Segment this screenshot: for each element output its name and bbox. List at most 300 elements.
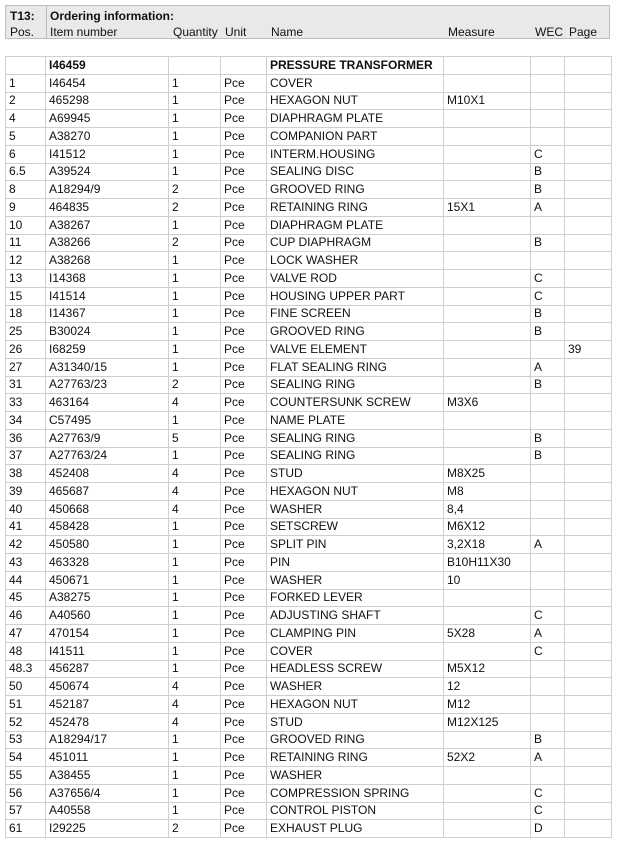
cell-page xyxy=(565,287,612,305)
cell-item: A38268 xyxy=(46,252,169,270)
table-row xyxy=(6,660,612,678)
cell-measure xyxy=(444,305,531,323)
cell-measure xyxy=(444,731,531,749)
cell-item: I41512 xyxy=(46,145,169,163)
cell-page xyxy=(565,199,612,217)
cell-page xyxy=(565,767,612,785)
cell-pos: 10 xyxy=(6,216,46,234)
cell-pos: 44 xyxy=(6,571,46,589)
cell-unit: Pce xyxy=(221,429,267,447)
table-row xyxy=(6,678,612,696)
cell-pos: 33 xyxy=(6,394,46,412)
cell-pos: 42 xyxy=(6,536,46,554)
cell-name: COMPANION PART xyxy=(267,128,444,146)
cell-measure xyxy=(444,287,531,305)
cell-qty: 1 xyxy=(169,74,221,92)
cell-wec xyxy=(531,589,565,607)
cell-unit: Pce xyxy=(221,74,267,92)
cell-name: PRESSURE TRANSFORMER xyxy=(267,57,444,75)
cell-measure: M3X6 xyxy=(444,394,531,412)
cell-qty: 1 xyxy=(169,589,221,607)
cell-page xyxy=(565,554,612,572)
cell-unit: Pce xyxy=(221,216,267,234)
cell-item: 463164 xyxy=(46,394,169,412)
cell-measure: 52X2 xyxy=(444,749,531,767)
cell-unit: Pce xyxy=(221,696,267,714)
table-row xyxy=(6,74,612,92)
cell-wec: C xyxy=(531,270,565,288)
table-row xyxy=(6,234,612,252)
cell-page xyxy=(565,731,612,749)
header-title: Ordering information: xyxy=(50,9,174,23)
table-row xyxy=(6,696,612,714)
cell-wec: A xyxy=(531,625,565,643)
cell-qty: 1 xyxy=(169,358,221,376)
cell-measure xyxy=(444,358,531,376)
cell-name: WASHER xyxy=(267,678,444,696)
cell-measure xyxy=(444,820,531,838)
cell-wec xyxy=(531,394,565,412)
cell-wec xyxy=(531,660,565,678)
cell-measure xyxy=(444,110,531,128)
cell-item: 452408 xyxy=(46,465,169,483)
table-row xyxy=(6,820,612,838)
cell-item: 452187 xyxy=(46,696,169,714)
cell-item: 465687 xyxy=(46,483,169,501)
cell-qty: 1 xyxy=(169,447,221,465)
cell-wec xyxy=(531,483,565,501)
col-header-qty: Quantity xyxy=(173,25,218,39)
cell-qty: 4 xyxy=(169,465,221,483)
cell-measure xyxy=(444,784,531,802)
cell-pos: 48 xyxy=(6,642,46,660)
cell-page xyxy=(565,589,612,607)
table-row xyxy=(6,323,612,341)
cell-pos: 39 xyxy=(6,483,46,501)
cell-pos: 52 xyxy=(6,713,46,731)
cell-item: I14367 xyxy=(46,305,169,323)
cell-unit: Pce xyxy=(221,625,267,643)
cell-unit: Pce xyxy=(221,145,267,163)
cell-unit: Pce xyxy=(221,341,267,359)
cell-unit: Pce xyxy=(221,820,267,838)
cell-wec xyxy=(531,767,565,785)
cell-wec: B xyxy=(531,731,565,749)
cell-wec: B xyxy=(531,305,565,323)
table-row xyxy=(6,536,612,554)
header-divider xyxy=(46,6,47,38)
cell-unit: Pce xyxy=(221,163,267,181)
cell-name: COVER xyxy=(267,74,444,92)
cell-item: A38266 xyxy=(46,234,169,252)
cell-qty: 4 xyxy=(169,678,221,696)
cell-unit: Pce xyxy=(221,376,267,394)
cell-measure xyxy=(444,642,531,660)
cell-unit: Pce xyxy=(221,660,267,678)
cell-qty: 1 xyxy=(169,341,221,359)
cell-page xyxy=(565,678,612,696)
cell-measure xyxy=(444,57,531,75)
table-row xyxy=(6,305,612,323)
cell-pos: 36 xyxy=(6,429,46,447)
cell-unit: Pce xyxy=(221,287,267,305)
cell-qty: 1 xyxy=(169,270,221,288)
cell-measure xyxy=(444,429,531,447)
cell-pos: 41 xyxy=(6,518,46,536)
cell-unit: Pce xyxy=(221,323,267,341)
cell-measure: M6X12 xyxy=(444,518,531,536)
cell-wec: B xyxy=(531,234,565,252)
cell-unit: Pce xyxy=(221,92,267,110)
cell-name: STUD xyxy=(267,713,444,731)
cell-name: SEALING RING xyxy=(267,429,444,447)
cell-name: RETAINING RING xyxy=(267,199,444,217)
table-row xyxy=(6,500,612,518)
cell-qty: 1 xyxy=(169,642,221,660)
table-row xyxy=(6,713,612,731)
cell-measure: 12 xyxy=(444,678,531,696)
cell-wec xyxy=(531,92,565,110)
cell-name: DIAPHRAGM PLATE xyxy=(267,216,444,234)
cell-qty: 1 xyxy=(169,145,221,163)
cell-qty: 1 xyxy=(169,660,221,678)
cell-wec xyxy=(531,74,565,92)
cell-qty: 2 xyxy=(169,199,221,217)
cell-unit: Pce xyxy=(221,500,267,518)
cell-name: LOCK WASHER xyxy=(267,252,444,270)
cell-qty: 1 xyxy=(169,110,221,128)
cell-measure xyxy=(444,74,531,92)
cell-pos: 1 xyxy=(6,74,46,92)
cell-pos: 50 xyxy=(6,678,46,696)
cell-unit: Pce xyxy=(221,128,267,146)
cell-pos: 11 xyxy=(6,234,46,252)
cell-name: NAME PLATE xyxy=(267,412,444,430)
table-row xyxy=(6,252,612,270)
cell-name: SEALING DISC xyxy=(267,163,444,181)
cell-unit: Pce xyxy=(221,181,267,199)
cell-qty: 1 xyxy=(169,784,221,802)
table-row xyxy=(6,57,612,75)
cell-unit: Pce xyxy=(221,713,267,731)
cell-qty: 1 xyxy=(169,305,221,323)
cell-wec: B xyxy=(531,376,565,394)
cell-page xyxy=(565,607,612,625)
cell-pos: 46 xyxy=(6,607,46,625)
cell-item: I41511 xyxy=(46,642,169,660)
cell-page xyxy=(565,820,612,838)
cell-name: HEXAGON NUT xyxy=(267,696,444,714)
cell-pos: 4 xyxy=(6,110,46,128)
col-header-measure: Measure xyxy=(448,25,495,39)
cell-name: VALVE ELEMENT xyxy=(267,341,444,359)
cell-qty: 1 xyxy=(169,412,221,430)
cell-item: 463328 xyxy=(46,554,169,572)
cell-wec: C xyxy=(531,145,565,163)
cell-name: COUNTERSUNK SCREW xyxy=(267,394,444,412)
cell-item: I46454 xyxy=(46,74,169,92)
cell-unit: Pce xyxy=(221,749,267,767)
table-row xyxy=(6,270,612,288)
cell-page xyxy=(565,57,612,75)
cell-unit: Pce xyxy=(221,465,267,483)
cell-page xyxy=(565,802,612,820)
cell-name: HEADLESS SCREW xyxy=(267,660,444,678)
cell-measure: M8 xyxy=(444,483,531,501)
table-code: T13: xyxy=(10,9,35,23)
table-row xyxy=(6,376,612,394)
cell-unit: Pce xyxy=(221,767,267,785)
cell-name: ADJUSTING SHAFT xyxy=(267,607,444,625)
cell-qty: 2 xyxy=(169,376,221,394)
cell-pos: 37 xyxy=(6,447,46,465)
cell-pos: 51 xyxy=(6,696,46,714)
cell-measure xyxy=(444,145,531,163)
cell-unit: Pce xyxy=(221,305,267,323)
cell-pos: 40 xyxy=(6,500,46,518)
table-row xyxy=(6,625,612,643)
cell-name: STUD xyxy=(267,465,444,483)
cell-unit: Pce xyxy=(221,358,267,376)
cell-unit: Pce xyxy=(221,554,267,572)
cell-qty: 2 xyxy=(169,181,221,199)
cell-measure xyxy=(444,252,531,270)
cell-wec xyxy=(531,57,565,75)
cell-name: SPLIT PIN xyxy=(267,536,444,554)
cell-wec xyxy=(531,465,565,483)
cell-name: DIAPHRAGM PLATE xyxy=(267,110,444,128)
cell-name: HOUSING UPPER PART xyxy=(267,287,444,305)
cell-name: GROOVED RING xyxy=(267,181,444,199)
cell-item: I29225 xyxy=(46,820,169,838)
cell-measure: 8,4 xyxy=(444,500,531,518)
cell-name: FINE SCREEN xyxy=(267,305,444,323)
cell-pos: 56 xyxy=(6,784,46,802)
cell-measure xyxy=(444,802,531,820)
parts-table xyxy=(5,56,612,838)
col-header-item: Item number xyxy=(50,25,118,39)
cell-qty: 4 xyxy=(169,713,221,731)
cell-measure xyxy=(444,341,531,359)
col-header-unit: Unit xyxy=(225,25,247,39)
table-row xyxy=(6,607,612,625)
cell-name: RETAINING RING xyxy=(267,749,444,767)
cell-item: 450674 xyxy=(46,678,169,696)
cell-wec: B xyxy=(531,181,565,199)
cell-wec: B xyxy=(531,323,565,341)
cell-item: 452478 xyxy=(46,713,169,731)
cell-measure: M5X12 xyxy=(444,660,531,678)
cell-pos: 18 xyxy=(6,305,46,323)
cell-page xyxy=(565,110,612,128)
cell-name: INTERM.HOUSING xyxy=(267,145,444,163)
cell-qty: 2 xyxy=(169,234,221,252)
cell-item: A38455 xyxy=(46,767,169,785)
table-row xyxy=(6,429,612,447)
cell-name: EXHAUST PLUG xyxy=(267,820,444,838)
table-row xyxy=(6,216,612,234)
cell-wec xyxy=(531,216,565,234)
cell-wec: D xyxy=(531,820,565,838)
cell-page xyxy=(565,642,612,660)
cell-item: 450671 xyxy=(46,571,169,589)
cell-name: FLAT SEALING RING xyxy=(267,358,444,376)
cell-item: A40558 xyxy=(46,802,169,820)
table-row xyxy=(6,341,612,359)
cell-pos: 2 xyxy=(6,92,46,110)
cell-unit: Pce xyxy=(221,394,267,412)
cell-page xyxy=(565,252,612,270)
cell-item: A18294/9 xyxy=(46,181,169,199)
cell-pos: 26 xyxy=(6,341,46,359)
col-header-name: Name xyxy=(271,25,304,39)
col-header-pos: Pos. xyxy=(10,25,35,39)
cell-item: 470154 xyxy=(46,625,169,643)
cell-unit: Pce xyxy=(221,678,267,696)
cell-pos: 13 xyxy=(6,270,46,288)
cell-wec: B xyxy=(531,447,565,465)
cell-name: GROOVED RING xyxy=(267,323,444,341)
cell-wec xyxy=(531,412,565,430)
cell-qty: 4 xyxy=(169,394,221,412)
cell-item: I41514 xyxy=(46,287,169,305)
cell-unit: Pce xyxy=(221,607,267,625)
cell-item: A18294/17 xyxy=(46,731,169,749)
cell-pos: 38 xyxy=(6,465,46,483)
cell-wec: C xyxy=(531,784,565,802)
cell-unit: Pce xyxy=(221,784,267,802)
cell-pos: 27 xyxy=(6,358,46,376)
cell-page: 39 xyxy=(565,341,612,359)
cell-measure xyxy=(444,323,531,341)
cell-measure: 15X1 xyxy=(444,199,531,217)
table-row xyxy=(6,287,612,305)
table-row xyxy=(6,483,612,501)
cell-name: WASHER xyxy=(267,500,444,518)
table-row xyxy=(6,642,612,660)
cell-qty: 1 xyxy=(169,252,221,270)
cell-page xyxy=(565,270,612,288)
ordering-header xyxy=(5,5,610,39)
cell-item: 464835 xyxy=(46,199,169,217)
cell-wec xyxy=(531,500,565,518)
cell-page xyxy=(565,323,612,341)
cell-pos: 53 xyxy=(6,731,46,749)
cell-pos: 34 xyxy=(6,412,46,430)
cell-wec xyxy=(531,696,565,714)
cell-page xyxy=(565,181,612,199)
cell-pos: 43 xyxy=(6,554,46,572)
cell-pos: 9 xyxy=(6,199,46,217)
table-row xyxy=(6,199,612,217)
cell-pos: 61 xyxy=(6,820,46,838)
cell-qty: 2 xyxy=(169,820,221,838)
cell-wec: B xyxy=(531,429,565,447)
cell-wec xyxy=(531,571,565,589)
cell-wec: C xyxy=(531,802,565,820)
table-row xyxy=(6,518,612,536)
cell-item: A38270 xyxy=(46,128,169,146)
cell-item: A69945 xyxy=(46,110,169,128)
cell-measure xyxy=(444,216,531,234)
table-row xyxy=(6,358,612,376)
cell-page xyxy=(565,216,612,234)
cell-item: A27763/9 xyxy=(46,429,169,447)
cell-wec xyxy=(531,518,565,536)
cell-unit: Pce xyxy=(221,234,267,252)
cell-page xyxy=(565,571,612,589)
cell-page xyxy=(565,376,612,394)
cell-item: A27763/23 xyxy=(46,376,169,394)
cell-wec xyxy=(531,678,565,696)
cell-wec xyxy=(531,110,565,128)
cell-qty: 1 xyxy=(169,749,221,767)
cell-pos: 5 xyxy=(6,128,46,146)
cell-pos xyxy=(6,57,46,75)
cell-page xyxy=(565,74,612,92)
cell-wec xyxy=(531,341,565,359)
cell-page xyxy=(565,483,612,501)
cell-measure xyxy=(444,767,531,785)
cell-qty: 1 xyxy=(169,128,221,146)
cell-page xyxy=(565,465,612,483)
cell-item: 458428 xyxy=(46,518,169,536)
cell-pos: 6 xyxy=(6,145,46,163)
cell-pos: 15 xyxy=(6,287,46,305)
cell-page xyxy=(565,784,612,802)
table-row xyxy=(6,181,612,199)
cell-wec xyxy=(531,713,565,731)
cell-pos: 31 xyxy=(6,376,46,394)
table-row xyxy=(6,145,612,163)
cell-item: B30024 xyxy=(46,323,169,341)
cell-page xyxy=(565,305,612,323)
cell-unit: Pce xyxy=(221,483,267,501)
cell-qty: 4 xyxy=(169,483,221,501)
cell-wec xyxy=(531,252,565,270)
cell-page xyxy=(565,713,612,731)
cell-measure xyxy=(444,589,531,607)
cell-name: WASHER xyxy=(267,767,444,785)
cell-page xyxy=(565,429,612,447)
cell-measure xyxy=(444,376,531,394)
cell-page xyxy=(565,234,612,252)
table-row xyxy=(6,128,612,146)
cell-wec: B xyxy=(531,163,565,181)
cell-measure xyxy=(444,128,531,146)
cell-item: A37656/4 xyxy=(46,784,169,802)
cell-unit: Pce xyxy=(221,447,267,465)
cell-qty: 1 xyxy=(169,92,221,110)
cell-name: CONTROL PISTON xyxy=(267,802,444,820)
cell-pos: 48.3 xyxy=(6,660,46,678)
cell-qty: 1 xyxy=(169,287,221,305)
cell-page xyxy=(565,660,612,678)
cell-unit: Pce xyxy=(221,571,267,589)
cell-name: COMPRESSION SPRING xyxy=(267,784,444,802)
cell-qty: 1 xyxy=(169,518,221,536)
table-row xyxy=(6,571,612,589)
cell-item: A38275 xyxy=(46,589,169,607)
cell-page xyxy=(565,128,612,146)
table-row xyxy=(6,767,612,785)
cell-name: SEALING RING xyxy=(267,376,444,394)
cell-unit xyxy=(221,57,267,75)
cell-pos: 12 xyxy=(6,252,46,270)
cell-item: 465298 xyxy=(46,92,169,110)
col-header-wec: WEC xyxy=(535,25,563,39)
cell-unit: Pce xyxy=(221,270,267,288)
